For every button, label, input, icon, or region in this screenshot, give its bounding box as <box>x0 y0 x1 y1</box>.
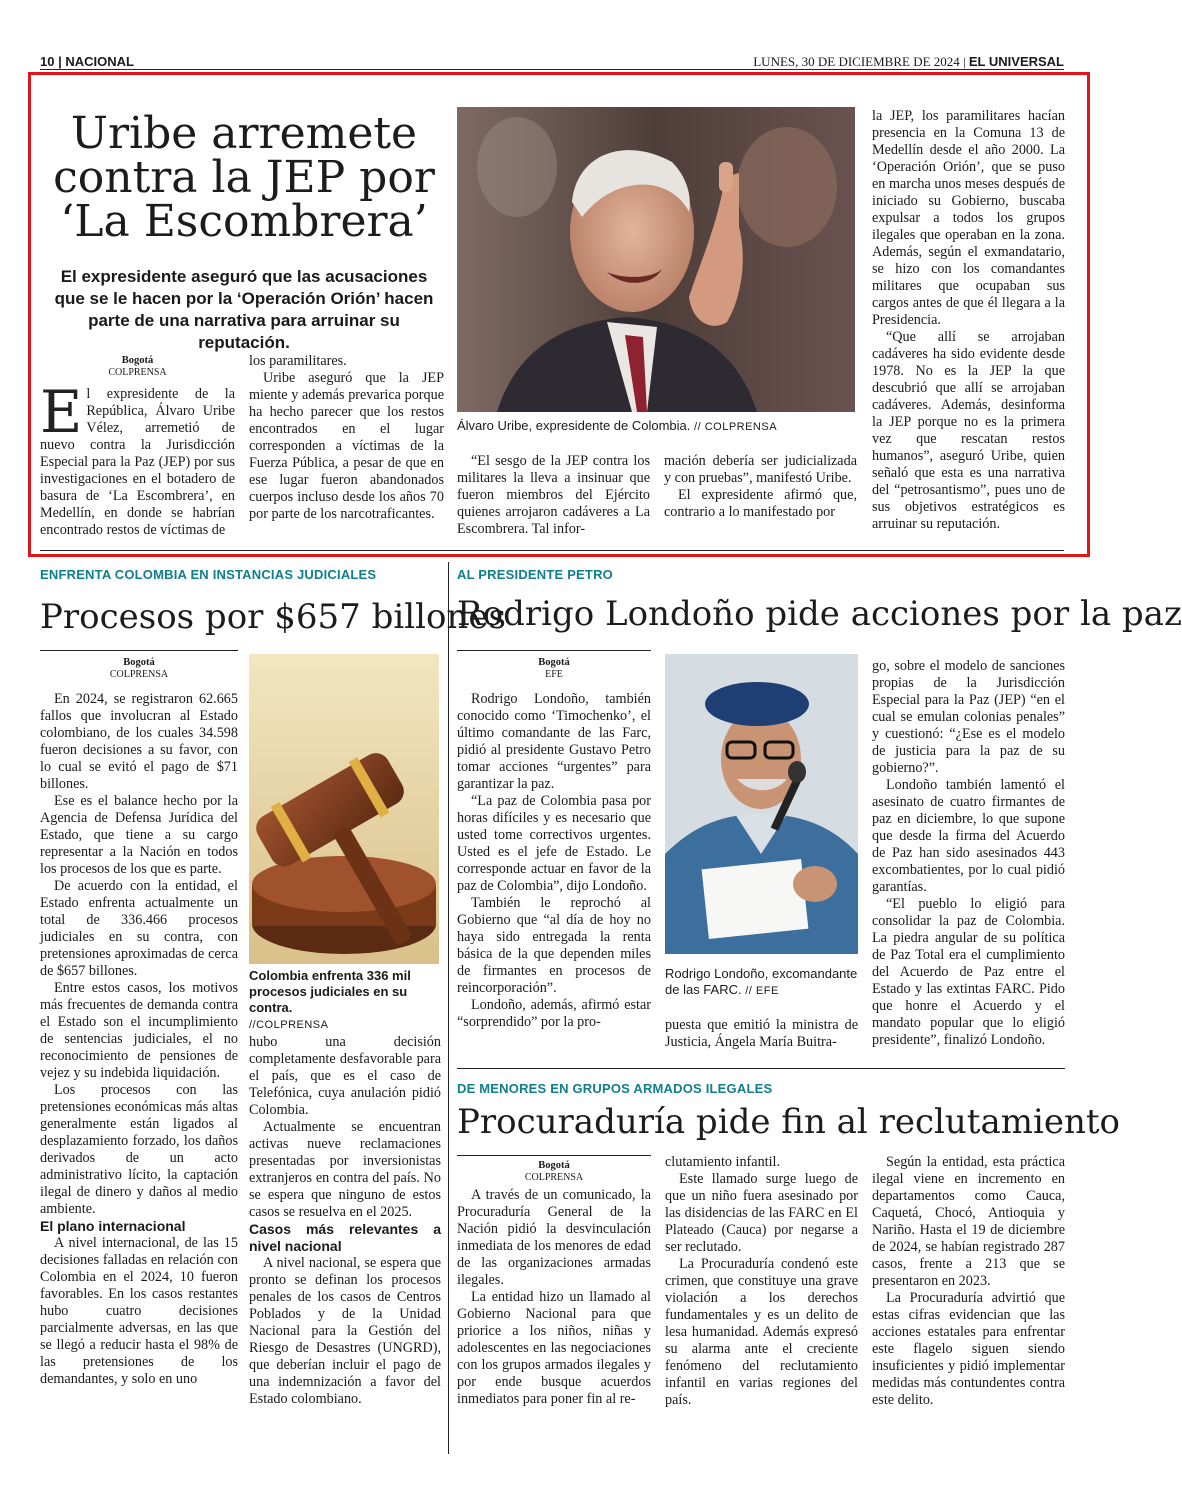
byline-agency: EFE <box>545 669 563 680</box>
story4-col-1 <box>457 1187 651 1408</box>
story3-p7: Londoño también lamentó el asesinato de cuatro firmantes de paz en diciembre, lo que supone que desde la firma del Acuerdo de Paz han sido asesinados 443 excombatientes, por lo cual pidió garantías. <box>872 777 1065 895</box>
page-dateline: LUNES, 30 DE DICIEMBRE DE 2024 | EL UNIVERSAL <box>753 54 1064 69</box>
story2-col-1 <box>40 691 238 1388</box>
story2-headline: Procesos por $657 billones <box>40 597 506 637</box>
story4-col-2 <box>665 1154 858 1409</box>
main-col-2-p1: los paramilitares. <box>249 353 347 369</box>
story3-p1: Rodrigo Londoño, también conocido como ‘Timochenko’, el último comandante de las Farc, pidió al presidente Gustavo Petro tomar acciones “urgentes” para garantizar la paz. <box>457 691 651 792</box>
byline-city: Bogotá <box>538 657 570 668</box>
byline-city: Bogotá <box>538 1160 570 1171</box>
main-headline-line-3: ‘La Escombrera’ <box>60 196 428 247</box>
story4-col-3 <box>872 1154 1065 1409</box>
story4-kicker: DE MENORES EN GRUPOS ARMADOS ILEGALES <box>457 1081 773 1096</box>
londono-caption <box>665 966 858 999</box>
story2-p6: A nivel internacional, de las 15 decisiones falladas en relación con Colombia en el 2024, 10 fueron favorables. En los casos restantes hubo cuatro decisiones parcialmente adversas, en las que se llegó a reducir hasta el 98% de las pretensiones de los demandantes, y solo en uno <box>40 1235 238 1387</box>
story3-p8: “El pueblo lo eligió para consolidar la paz de Colombia. La piedra angular de su política de Paz Total era el cumplimiento del Acuerdo de Paz entre el Estado y las extintas FARC. Pido que honre el Acuerdo y el mandato popular que lo eligió presidente”, finalizó Londoño. <box>872 896 1065 1048</box>
dropcap: E <box>40 378 83 446</box>
column-divider <box>448 562 449 1454</box>
byline-city: Bogotá <box>121 355 154 366</box>
section-name: NACIONAL <box>65 54 134 69</box>
main-byline <box>40 355 235 379</box>
byline-city: Bogotá <box>123 657 155 668</box>
main-headline-line-1: Uribe arremete <box>70 108 418 159</box>
byline-agency: COLPRENSA <box>524 1172 584 1183</box>
gavel-illustration <box>249 654 439 964</box>
story4-p6: Según la entidad, esta práctica ilegal viene en incremento en departamentos como Cauca, Caquetá, Chocó, Antioquia y Nariño. Hasta el 19 de diciembre de 2024, se habían registrado 287 casos, frente a 213 que se presentaron en 2023. <box>872 1154 1065 1289</box>
story2-subhead-international: El plano internacional <box>40 1218 186 1234</box>
story4-p1: A través de un comunicado, la Procuraduría General de la Nación pidió la desvinculación inmediata de los menores de edad de las organizaciones armadas ilegales. <box>457 1187 651 1288</box>
caption-text: Colombia enfrenta 336 mil procesos judiciales en su contra. <box>249 968 411 1015</box>
main-bottom-rule <box>40 550 1064 551</box>
main-col-3-p1: “El sesgo de la JEP contra los militares la lleva a insinuar que fueron miembros del Ejército quienes arrojaron cadáveres a La Escombrera. Tal infor- <box>457 453 650 537</box>
story3-kicker: AL PRESIDENTE PETRO <box>457 567 613 582</box>
story2-subhead-national: Casos más relevantes a nivel nacional <box>249 1221 441 1254</box>
story3-p5: puesta que emitió la ministra de Justicia, Ángela María Buitra- <box>665 1017 858 1050</box>
story3-p2: “La paz de Colombia pasa por horas difíciles y es necesario que usted tome correctivos urgentes. Usted es el jefe de Estado. Le corresponde actuar en favor de la paz de Colombia”, dijo Londoño. <box>457 793 651 894</box>
londono-photo <box>665 654 858 954</box>
story3-p3: También le reprochó al Gobierno que “al día de hoy no haya sido entregada la renta básica de la que dependen miles de firmantes en procesos de reincorporación”. <box>457 895 651 996</box>
main-col-2-p2: Uribe aseguró que la JEP miente y además prevarica porque ha hecho parecer que los restos encontrados en el lugar corresponden a víctimas de la Fuerza Pública, a pesar de que en ese lugar fueron abandonados cuerpos incluso desde los años 70 por parte de los narcotraficantes. <box>249 370 444 522</box>
caption-text: Álvaro Uribe, expresidente de Colombia. <box>457 418 691 433</box>
main-deck: El expresidente aseguró que las acusaciones que se le hacen por la ‘Operación Orión’ hacen parte de una narrativa para arruinar su reputación. <box>54 267 434 352</box>
main-col-1 <box>40 378 235 539</box>
story2-p7: hubo una decisión completamente desfavorable para el país, que es el caso de Telefónica, cuya anulación pidió Colombia. <box>249 1034 441 1118</box>
story4-p4: Este llamado surge luego de que un niño fuera asesinado por las disidencias de las FARC en El Plateado (Cauca) por negarse a ser reclutado. <box>665 1171 858 1255</box>
uribe-photo <box>457 107 855 412</box>
main-col-5-p2: “Que allí se arrojaban cadáveres ha sido evidente desde 1978. No es la JEP la que descubrió que allí se arrojaban cadáveres. Además, desinforma la JEP porque no es la primera vez que rescatan restos humanos”, aseguró Uribe, quien señaló que esta es una narrativa del “petrosantismo”, pues uno de sus objetivos estratégicos es arruinar su reputación. <box>872 329 1065 532</box>
story2-p2: Ese es el balance hecho por la Agencia de Defensa Jurídica del Estado, que tiene a su cargo representar a la Nación en todos los procesos de los que es parte. <box>40 793 238 877</box>
story4-p7: La Procuraduría advirtió que estas cifras evidencian que las acciones estatales para enfrentar este flagelo siguen siendo insuficientes y pidió implementar medidas más contundentes contra este delito. <box>872 1290 1065 1408</box>
main-headline-line-2: contra la JEP por <box>53 152 435 203</box>
story4-p3: clutamiento infantil. <box>665 1154 781 1170</box>
story2-rule <box>40 650 238 651</box>
story2-p4: Entre estos casos, los motivos más frecuentes de demanda contra el Estado son el incumplimiento de sentencias judiciales, el no reconocimiento de pensiones de vejez y su indebida liquidación. <box>40 980 238 1081</box>
story3-p6: go, sobre el modelo de sanciones propias de la Jurisdicción Especial para la Paz (JEP) “en el cual se emulan colonias penales” y cuestionó: “¿Ese es el modelo de justicia para la paz de su gobierno?”. <box>872 658 1065 776</box>
main-col-5-p1: la JEP, los paramilitares hacían presencia en la Comuna 13 de Medellín desde el año 2000. La ‘Operación Orión’, que se puso en marcha unos meses después de iniciado su Gobierno, buscaba expulsar a todos los grupos ilegales que operaban en la zona. Además, según el exmandatario, se hizo con los comandantes militares que ocupaban sus cargos antes de que él llegara a la Presidencia. <box>872 108 1065 328</box>
story2-p5: Los procesos con las pretensiones económicas más altas generalmente están ligados al desplazamiento forzado, los daños derivados de un acto administrativo lícito, la captación ilegal de dinero y daños al medio ambiente. <box>40 1082 238 1217</box>
story3-byline <box>457 657 651 681</box>
story3-col-1 <box>457 691 651 1031</box>
story2-kicker: ENFRENTA COLOMBIA EN INSTANCIAS JUDICIALES <box>40 567 377 582</box>
story4-headline: Procuraduría pide fin al reclutamiento <box>457 1102 1120 1142</box>
story4-byline <box>457 1160 651 1184</box>
page-number: 10 <box>40 54 55 69</box>
caption-credit: // COLPRENSA <box>694 421 778 433</box>
story2-byline <box>40 657 238 681</box>
story3-col-2 <box>665 1017 858 1051</box>
story4-rule <box>457 1155 651 1156</box>
story4-p2: La entidad hizo un llamado al Gobierno Nacional para que priorice a los niños, niñas y adolescentes en las negociaciones con los grupos armados ilegales y por ende busque acuerdos inmediatos para poner fin al re- <box>457 1289 651 1407</box>
main-col-3 <box>457 453 650 538</box>
londono-illustration <box>665 654 858 954</box>
gavel-photo <box>249 654 439 964</box>
story2-p9: A nivel nacional, se espera que pronto se definan los procesos penales de los casos de Centros Poblados y de la Unidad Nacional para la Gestión del Riesgo de Desastres (UNGRD), que deberían incluir el pago de una indemnización a favor del Estado colombiano. <box>249 1255 441 1407</box>
page-section-label: 10 | NACIONAL <box>40 54 134 69</box>
story2-p8: Actualmente se encuentran activas nueve reclamaciones presentadas por inversionistas extranjeros en contra del país. No se espera que ninguno de estos casos se resuelva en el 2025. <box>249 1119 441 1220</box>
main-col-2 <box>249 353 444 523</box>
story2-p3: De acuerdo con la entidad, el Estado enfrenta actualmente un total de 336.466 procesos judiciales en su contra, con pretensiones aproximadas de cerca de $657 billones. <box>40 878 238 979</box>
story3-col-3 <box>872 658 1065 1049</box>
uribe-photo-illustration <box>457 107 855 412</box>
gavel-caption <box>249 968 441 1033</box>
story3-rule <box>457 650 651 651</box>
story3-bottom-rule <box>457 1068 1065 1069</box>
story3-p4: Londoño, además, afirmó estar “sorprendido” por la pro- <box>457 997 651 1030</box>
caption-credit: //COLPRENSA <box>249 1019 329 1031</box>
main-col-5 <box>872 108 1065 533</box>
main-headline <box>44 108 444 247</box>
main-col-4-p2: El expresidente afirmó que, contrario a lo manifestado por <box>664 487 857 520</box>
story3-headline: Rodrigo Londoño pide acciones por la paz <box>457 594 1182 634</box>
main-col-1-text: l expresidente de la República, Álvaro Uribe Vélez, arremetió de nuevo contra la Jurisdicción Especial para la Paz (JEP) por sus investigaciones en el botadero de basura de ‘La Escombrera’, en Medellín, en donde se habrían encontrado restos de víctimas de <box>40 386 235 538</box>
header-rule <box>40 69 1064 70</box>
story2-col-2 <box>249 1034 441 1408</box>
caption-text: Rodrigo Londoño, excomandante de las FARC. <box>665 966 858 997</box>
story2-p1: En 2024, se registraron 62.665 fallos que involucran al Estado colombiano, de los cuales 34.598 fueron decisiones a su favor, con lo cual se evitó el pago de $71 billones. <box>40 691 238 792</box>
byline-agency: COLPRENSA <box>109 669 169 680</box>
caption-credit: // EFE <box>745 985 779 997</box>
paper-name: EL UNIVERSAL <box>968 54 1064 69</box>
main-col-4 <box>664 453 857 521</box>
uribe-photo-caption <box>457 418 855 435</box>
issue-date: LUNES, 30 DE DICIEMBRE DE 2024 <box>753 54 960 69</box>
main-col-4-p1: mación debería ser judicializada y con pruebas”, manifestó Uribe. <box>664 453 857 486</box>
byline-agency: COLPRENSA <box>108 367 167 378</box>
story4-p5: La Procuraduría condenó este crimen, que constituye una grave violación a los derechos fundamentales y es un delito de lesa humanidad. Además expresó su alarma ante el creciente fenómeno del reclutamiento infantil en varias regiones del país. <box>665 1256 858 1408</box>
